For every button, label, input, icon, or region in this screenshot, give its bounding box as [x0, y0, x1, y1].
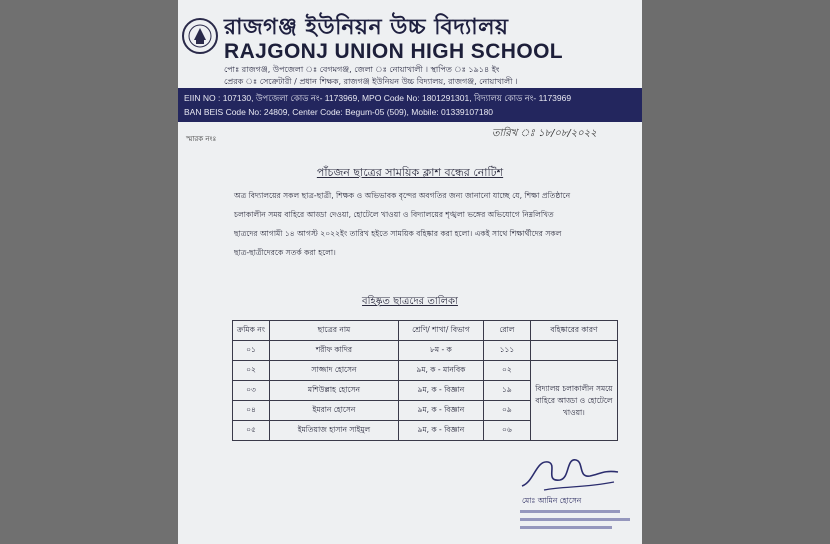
cell-serial: ০৫: [233, 421, 270, 441]
table-row: [233, 361, 618, 381]
header-serial: ক্রমিক নং: [233, 321, 270, 341]
cell-name: শরীফ কাদির: [269, 341, 398, 361]
header-name: ছাত্রের নাম: [269, 321, 398, 341]
cell-roll: ০৬: [483, 421, 530, 441]
reference-number: স্মারক নংঃ: [186, 135, 217, 143]
cell-class: ৯ম, ক - বিজ্ঞান: [398, 401, 483, 421]
cell-reason-empty: [530, 341, 617, 361]
school-name-bengali: রাজগঞ্জ ইউনিয়ন উচ্চ বিদ্যালয়: [224, 15, 509, 40]
cell-roll: ১১১: [483, 341, 530, 361]
cell-class: ৮ম - ক: [398, 341, 483, 361]
notice-title: পাঁচজন ছাত্রের সাময়িক ক্লাশ বন্ধের নোটিশ: [316, 166, 504, 179]
cell-name: ইমরান হোসেন: [269, 401, 398, 421]
cell-serial: ০১: [233, 341, 270, 361]
table-row: [233, 341, 618, 361]
cell-name: সাজ্জাদ হোসেন: [269, 361, 398, 381]
list-title: বহিষ্কৃত ছাত্রদের তালিকা: [362, 296, 458, 307]
background-left: [0, 0, 178, 544]
cell-name: ইমতিয়াজ হাসান সাইমুল: [269, 421, 398, 441]
signature-scribble-icon: [514, 452, 624, 494]
codes-band: [178, 88, 642, 122]
header-reason: বহিষ্কারের কারণ: [530, 321, 617, 341]
cell-roll: ০২: [483, 361, 530, 381]
codes-line-2: BAN BEIS Code No: 24809, Center Code: Begum-05 (509), Mobile: 01339107180: [184, 107, 494, 117]
cell-class: ৯ম, ক - বিজ্ঞান: [398, 421, 483, 441]
cell-class: ৯ম, ক - মানবিক: [398, 361, 483, 381]
header-roll: রোল: [483, 321, 530, 341]
notice-body: অত্র বিদ্যালয়ের সকল ছাত্র-ছাত্রী, শিক্ষক ও অভিভাবক বৃন্দের অবগতির জন্য জানানো যাচ্ছে যে, শিক্ষা প্রতিষ্ঠানে চলাকালীন সময় বাহিরে আড্ডা দেওয়া, হোটেলে খাওয়া ও বিদ্যালয়ের শৃঙ্খলা ভঙ্গের অভিযোগে নিম্নলিখিত ছাত্রদের আগামী ১৪ আগস্ট ২০২২ইং তারিখ হইতে সাময়িক বহিষ্কার করা হলো। একই সাথে শিক্ষার্থীদের সকল ছাত্র-ছাত্রীদেরকে সতর্ক করা হলো।: [234, 191, 571, 257]
school-address: পোঃ রাজগঞ্জ, উপজেলা ঃ বেগমগঞ্জ, জেলা ঃ নোয়াখালী । স্থাপিত ঃ ১৯১৪ ইং: [224, 65, 500, 74]
cell-class: ৯ম, ক - বিজ্ঞান: [398, 381, 483, 401]
background-right: [642, 0, 830, 544]
school-patron: প্রেরক ঃ সেক্রেটারী / প্রধান শিক্ষক, রাজগঞ্জ ইউনিয়ন উচ্চ বিদ্যালয়, রাজগঞ্জ, নোয়াখালী ।: [224, 77, 518, 86]
cell-serial: ০৩: [233, 381, 270, 401]
notice-date: তারিখ ঃ ১৮/০৮/২০২২: [492, 128, 597, 139]
cell-roll: ১৯: [483, 381, 530, 401]
table-header-row: [233, 321, 618, 341]
cell-reason: বিদ্যালয় চলাকালীন সময়ে বাহিরে আড্ডা ও হোটেলে খাওয়া।: [530, 361, 617, 441]
expelled-students-table: [232, 320, 618, 441]
signatory-name: মোঃ আমিন হোসেন: [522, 496, 582, 505]
cell-roll: ০৯: [483, 401, 530, 421]
codes-line-1: EIIN NO : 107130, উপজেলা কোড নং- 1173969, MPO Code No: 1801291301, বিদ্যালয় কোড নং- 1173969: [184, 93, 572, 103]
cell-name: মশিউল্লাহ হোসেন: [269, 381, 398, 401]
school-name-english: RAJGONJ UNION HIGH SCHOOL: [224, 40, 564, 63]
school-logo-icon: [180, 10, 220, 72]
notice-document: [178, 0, 642, 544]
cell-serial: ০৪: [233, 401, 270, 421]
cell-serial: ০২: [233, 361, 270, 381]
header-class: শ্রেণি/ শাখা/ বিভাগ: [398, 321, 483, 341]
signatory-stamp-lines-icon: [518, 508, 636, 534]
